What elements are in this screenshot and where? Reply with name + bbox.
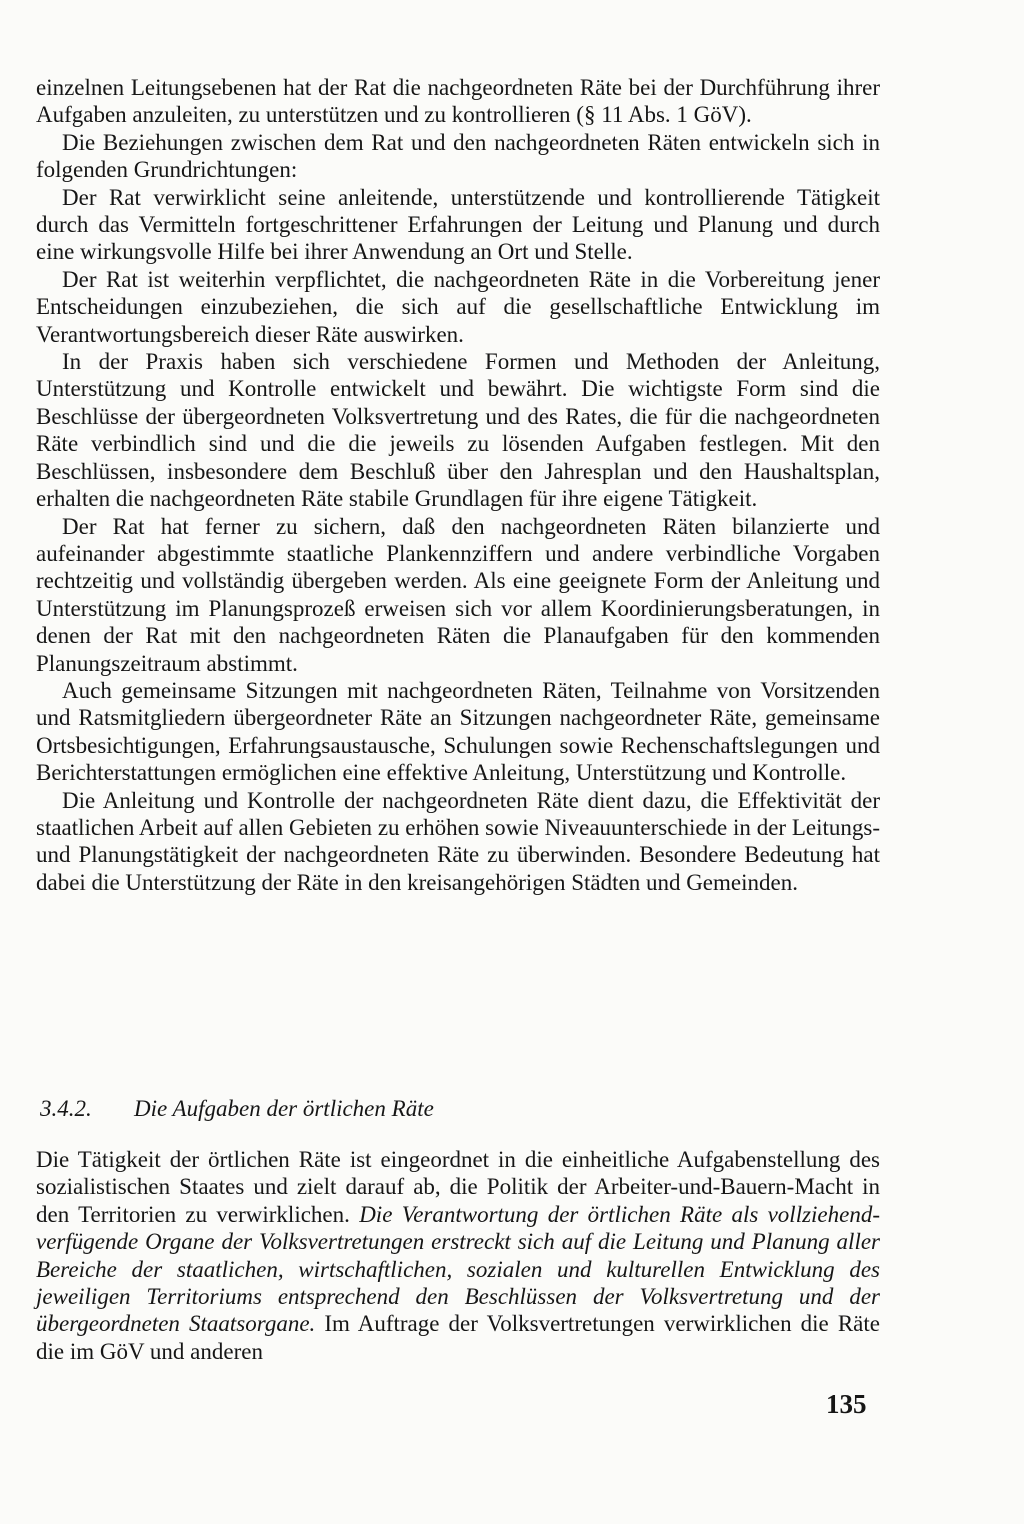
paragraph: Der Rat verwirklicht seine anleitende, unterstützende und kontrollierende Tätigkeit durch das Vermitteln fortgeschrittener Erfahrungen der Leitung und Planung und durch eine wirkungsvolle Hilfe bei ihrer Anwendung an Ort und Stelle.	[36, 184, 880, 265]
paragraph: einzelnen Leitungsebenen hat der Rat die nachgeordneten Räte bei der Durchführung ihrer Aufgaben anzuleiten, zu unterstützen und zu kontrollieren (§ 11 Abs. 1 GöV).	[36, 75, 880, 128]
section-number: 3.4.2.	[40, 1096, 92, 1121]
section-heading	[40, 1095, 860, 1123]
paragraph	[36, 1146, 880, 1365]
paragraph: Die Anleitung und Kontrolle der nachgeordneten Räte dient dazu, die Effektivität der staatlichen Arbeit auf allen Gebieten zu erhöhen sowie Niveauunterschiede in der Leitungs- und Planungstätigkeit der nachgeordneten Räte zu überwinden. Besondere Bedeutung hat dabei die Unterstützung der Räte in den kreisangehörigen Städten und Gemeinden.	[36, 787, 880, 895]
paragraph: Auch gemeinsame Sitzungen mit nachgeordneten Räten, Teilnahme von Vorsitzenden und Ratsmitgliedern übergeordneter Räte an Sitzungen nachgeordneter Räte, gemeinsame Ortsbesichtigungen, Erfahrungsaustausche, Schulungen sowie Rechenschaftslegungen und Berichterstattungen ermöglichen eine effektive Anleitung, Unterstützung und Kontrolle.	[36, 677, 880, 786]
body-text-bottom	[36, 1146, 880, 1365]
paragraph: Die Beziehungen zwischen dem Rat und den nachgeordneten Räten entwickeln sich in folgenden Grundrichtungen:	[36, 129, 880, 183]
paragraph: In der Praxis haben sich verschiedene Formen und Methoden der Anleitung, Unterstützung und Kontrolle entwickelt und bewährt. Die wichtigste Form sind die Beschlüsse der übergeordneten Volksvertretung und des Rates, die für die nachgeordneten Räte verbindlich sind und die die jeweils zu lösenden Aufgaben festlegen. Mit den Beschlüssen, insbesondere dem Beschluß über den Jahresplan und den Haushaltsplan, erhalten die nachgeordneten Räte stabile Grundlagen für ihre eigene Tätigkeit.	[36, 349, 880, 512]
paragraph-text: Im Auftrage der Volksvertretungen verwirklichen die Räte die im GöV und anderen	[36, 1311, 880, 1364]
emphasized-text: Die Verantwortung der örtlichen Räte als vollziehend-verfügende Organe der Volksvertretungen erstreckt sich auf die Leitung und Planung aller Bereiche der staatlichen, wirtschaftlichen, sozialen und kulturellen Entwicklung des jeweiligen Territoriums entsprechend den Beschlüssen der Volksvertretung und der übergeordneten Staatsorgane.	[36, 1201, 881, 1337]
section-title: Die Aufgaben der örtlichen Räte	[134, 1096, 434, 1121]
paragraph: Der Rat ist weiterhin verpflichtet, die nachgeordneten Räte in die Vorbereitung jener Entscheidungen einzubeziehen, die sich auf die gesellschaftliche Entwicklung im Verantwortungsbereich dieser Räte auswirken.	[36, 266, 880, 347]
paragraph-text: Die Tätigkeit der örtlichen Räte ist eingeordnet in die einheitliche Aufgabenstellung des sozialistischen Staates und zielt darauf ab, die Politik der Arbeiter-und-Bauern-Macht in den Territorien zu verwirklichen.	[36, 1147, 880, 1227]
paragraph: Der Rat hat ferner zu sichern, daß den nachgeordneten Räten bilanzierte und aufeinander abgestimmte staatliche Plankennziffern und andere verbindliche Vorgaben rechtzeitig und vollständig übergeben werden. Als eine geeignete Form der Anleitung und Unterstützung im Planungsprozeß erweisen sich vor allem Koordinierungsberatungen, in denen der Rat mit den nachgeordneten Räten die Planaufgaben für den kommenden Planungszeitraum abstimmt.	[36, 513, 880, 676]
body-text-top	[36, 74, 880, 896]
page-number: 135	[826, 1389, 867, 1419]
